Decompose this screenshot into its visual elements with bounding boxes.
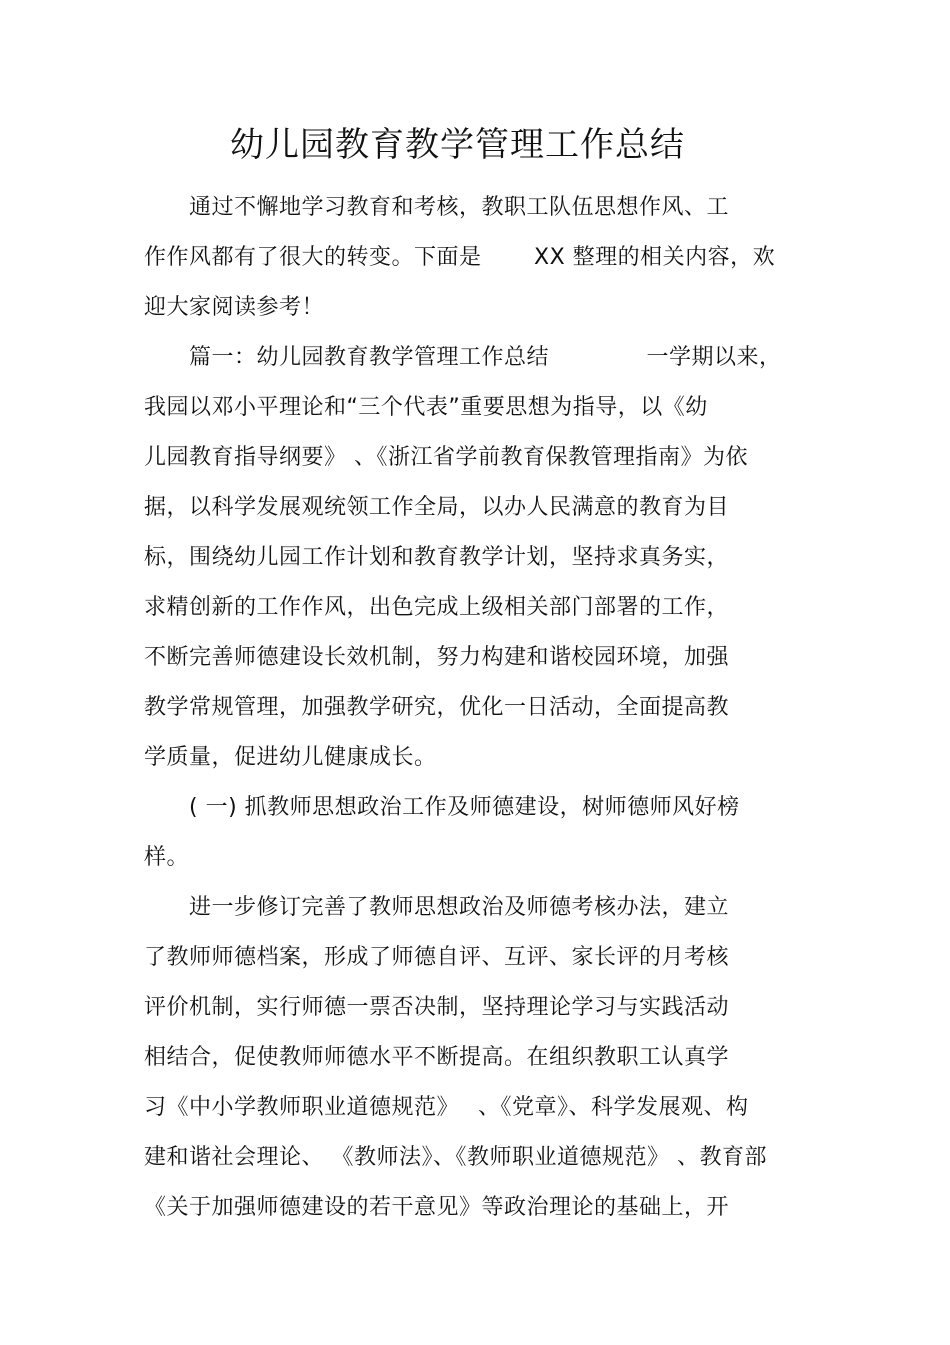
document-title: 幼儿园教育教学管理工作总结 <box>230 125 685 165</box>
paragraph-line: 迎大家阅读参考！ <box>144 295 325 320</box>
paragraph-line: 评价机制，实行师德一票否决制，坚持理论学习与实践活动 <box>144 995 730 1020</box>
paragraph-line: 相结合，促使教师师德水平不断提高。在组织教职工认真学 <box>144 1045 730 1070</box>
paragraph-line: 教学常规管理，加强教学研究，优化一日活动，全面提高教 <box>144 695 730 720</box>
paragraph-line: 《关于加强师德建设的若干意见》等政治理论的基础上，开 <box>144 1195 730 1220</box>
paragraph-line: 建和谐社会理论、 《教师法》、《教师职业道德规范》 、教育部 <box>144 1145 767 1170</box>
paragraph-line: 我园以邓小平理论和“三个代表”重要思想为指导，以《幼 <box>144 395 708 420</box>
paragraph-line: 学质量，促进幼儿健康成长。 <box>144 745 437 770</box>
paragraph-line: 不断完善师德建设长效机制，努力构建和谐校园环境，加强 <box>144 645 730 670</box>
paragraph-line: 篇一：幼儿园教育教学管理工作总结 一学期以来， <box>144 345 782 370</box>
paragraph-line: 进一步修订完善了教师思想政治及师德考核办法，建立 <box>144 895 730 920</box>
paragraph-line: 作作风都有了很大的转变。下面是 XX 整理的相关内容，欢 <box>144 245 776 270</box>
paragraph-line: 习《中小学教师职业道德规范》 、《党章》、科学发展观、构 <box>144 1095 749 1120</box>
paragraph-line: ( 一) 抓教师思想政治工作及师德建设，树师德师风好榜 <box>144 795 740 820</box>
paragraph-line: 据，以科学发展观统领工作全局，以办人民满意的教育为目 <box>144 495 730 520</box>
paragraph-line: 求精创新的工作作风，出色完成上级相关部门部署的工作， <box>144 595 730 620</box>
paragraph-line: 标，围绕幼儿园工作计划和教育教学计划，坚持求真务实， <box>144 545 730 570</box>
paragraph-line: 通过不懈地学习教育和考核，教职工队伍思想作风、工 <box>144 195 730 220</box>
paragraph-line: 样。 <box>144 845 190 870</box>
paragraph-line: 了教师师德档案，形成了师德自评、互评、家长评的月考核 <box>144 945 730 970</box>
paragraph-line: 儿园教育指导纲要》 、《浙江省学前教育保教管理指南》为依 <box>144 445 748 470</box>
